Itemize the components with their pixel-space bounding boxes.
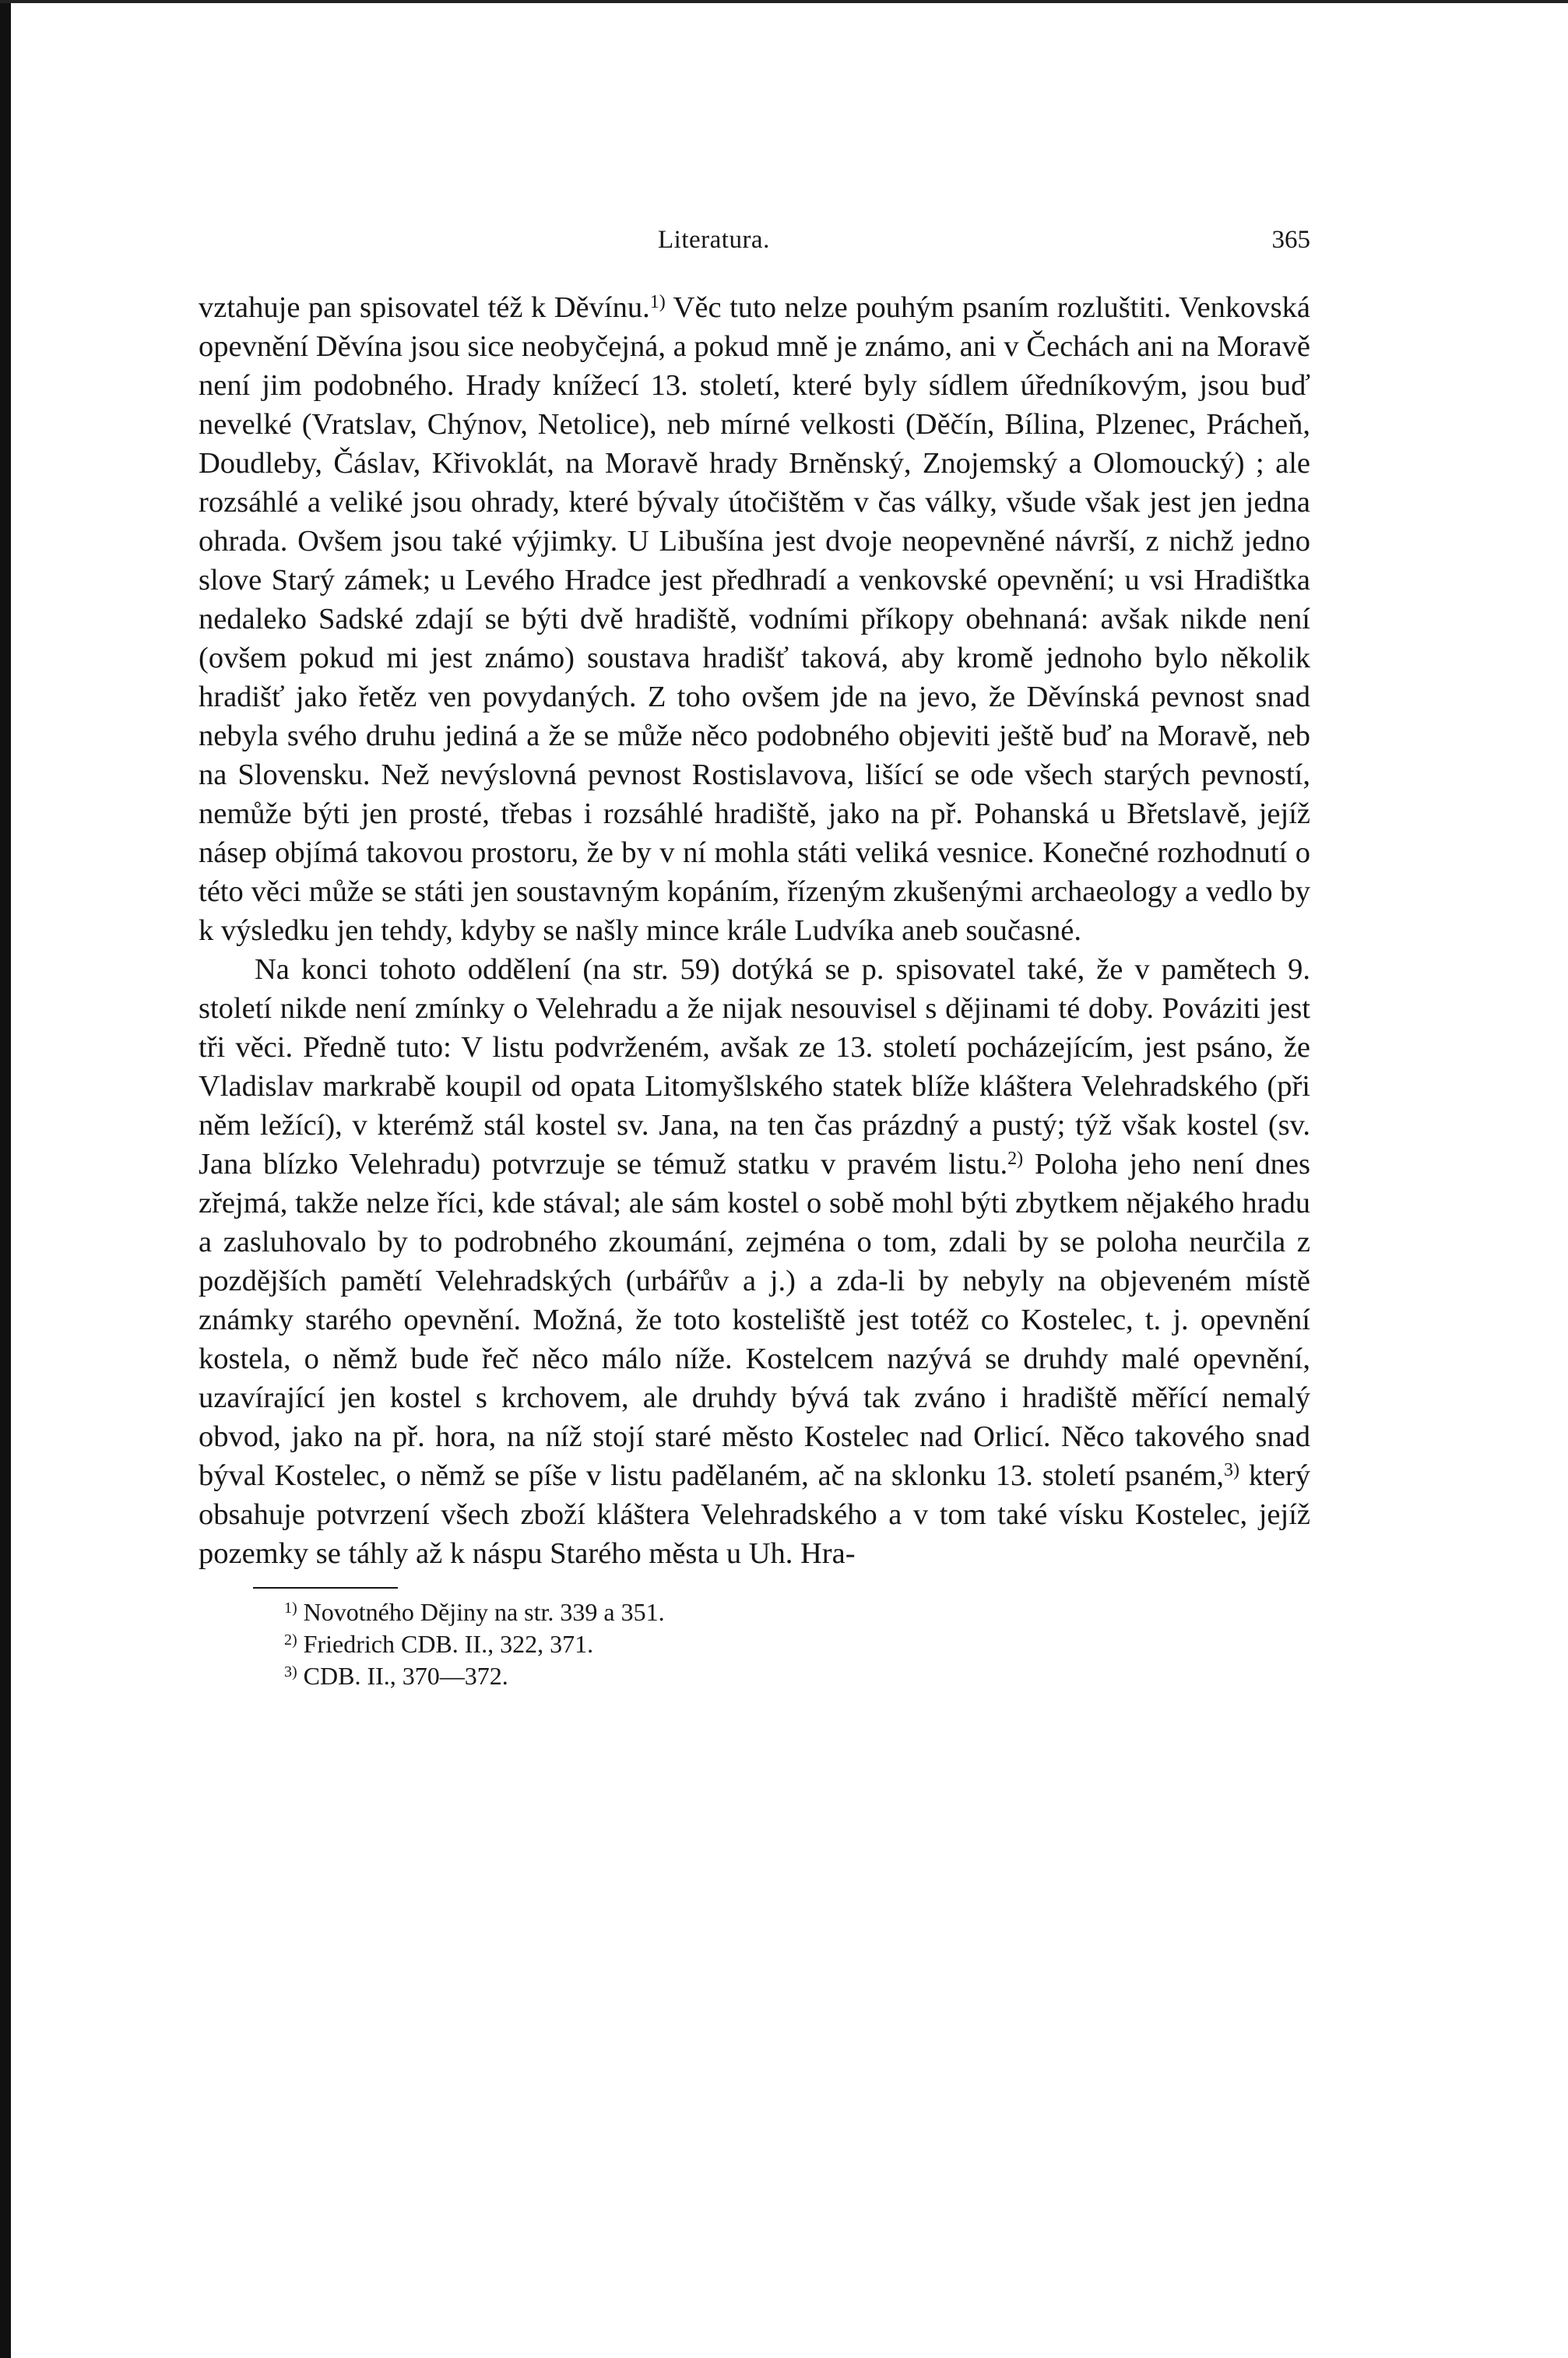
footnote-item <box>284 1596 1310 1628</box>
paragraph-1-text-b: Věc tuto nelze pouhým psaním rozluštiti. Venkovská opevnění Děvína jsou sice neobyčejná, a pokud mně je známo, ani v Čechách ani na Moravě není jim podobného. Hrady knížecí 13. století, které byly sídlem úředníkovým, jsou buď nevelké (Vratslav, Chýnov, Netolice), neb mírné velkosti (Děčín, Bílina, Plzenec, Prácheň, Doudleby, Čáslav, Křivoklát, na Moravě hrady Brněnský, Znojemský a Olomoucký) ; ale rozsáhlé a veliké jsou ohrady, které bývaly útočištěm v čas války, všude však jest jen jedna ohrada. Ovšem jsou také výjimky. U Libušína jest dvoje neopevněné návrší, z nichž jedno slove Starý zámek; u Levého Hradce jest předhradí a venkovské opevnění; u vsi Hradištka nedaleko Sadské zdají se býti dvě hradiště, vodními příkopy obehnaná: avšak nikde není (ovšem pokud mi jest známo) soustava hradišť taková, aby kromě jednoho bylo několik hradišť jako řetěz ven povydaných. Z toho ovšem jde na jevo, že Děvínská pevnost snad nebyla svého druhu jediná a že se může něco podobného objeviti ještě buď na Moravě, neb na Slovensku. Než nevýslovná pevnost Rostislavova, lišící se ode všech starých pevností, nemůže býti jen prosté, třebas i rozsáhlé hradiště, jako na př. Pohanská u Břetslavě, jejíž násep objímá takovou prostoru, že by v ní mohla státi veliká vesnice. Konečné rozhodnutí o této věci může se státi jen soustavným kopáním, řízeným zkušenými archaeology a vedlo by k výsledku jen tehdy, kdyby se našly mince krále Ludvíka aneb současné. <box>199 291 1310 947</box>
footnote-text: Friedrich CDB. II., 322, 371. <box>303 1630 594 1658</box>
footnote-mark: 3) <box>284 1663 297 1681</box>
paragraph-1 <box>199 288 1310 950</box>
paragraph-2-text-a: Na konci tohoto oddělení (na str. 59) dotýká se p. spisovatel také, že v pamětech 9. století nikde není zmínky o Velehradu a že nijak nesouvisel s dějinami té doby. Pováziti jest tři věci. Předně tuto: V listu podvrženém, avšak ze 13. století pocházejícím, jest psáno, že Vladislav markrabě koupil od opata Litomyšlského statek blíže kláštera Velehradského (při něm ležící), v kterémž stál kostel sv. Jana, na ten čas prázdný a pustý; týž však kostel (sv. Jana blízko Velehradu) potvrzuje se témuž statku v pravém listu. <box>199 953 1310 1181</box>
page-header <box>199 218 1310 265</box>
footnote-text: Novotného Dějiny na str. 339 a 351. <box>303 1598 665 1626</box>
footnote-divider <box>253 1587 398 1589</box>
paragraph-2-text-c: který obsahuje potvrzení všech zboží kláštera Velehradského a v tom také vísku Kostelec, jejíž pozemky se táhly až k náspu Starého města u Uh. Hra- <box>199 1459 1310 1570</box>
footnote-ref-2: 2) <box>1007 1149 1024 1169</box>
footnote-item <box>284 1660 1310 1692</box>
running-title: Literatura. <box>658 226 770 254</box>
footnote-item <box>284 1628 1310 1660</box>
paragraph-2-text-b: Poloha jeho není dnes zřejmá, takže nelze říci, kde stával; ale sám kostel o sobě mohl býti zbytkem nějakého hradu a zasluhovalo by to podrobného zkoumání, zejména o tom, zdali by se poloha neurčila z pozdějších pamětí Velehradských (urbářův a j.) a zda-li by nebyly na objeveném místě známky starého opevnění. Možná, že toto kosteliště jest totéž co Kostelec, t. j. opevnění kostela, o němž bude řeč něco málo níže. Kostelcem nazývá se druhdy malé opevnění, uzavírající jen kostel s krchovem, ale druhdy bývá tak zváno i hradiště měřící nemalý obvod, jako na př. hora, na níž stojí staré město Kostelec nad Orlicí. Něco takového snad býval Kostelec, o němž se píše v listu padělaném, ač na sklonku 13. století psaném, <box>199 1148 1310 1492</box>
footnote-ref-1: 1) <box>649 292 666 312</box>
main-text <box>199 288 1310 1573</box>
footnote-mark: 2) <box>284 1631 297 1649</box>
page-number: 365 <box>1271 226 1310 254</box>
book-page <box>199 218 1310 1692</box>
footnote-text: CDB. II., 370—372. <box>303 1662 508 1690</box>
scan-border-top <box>0 0 1568 3</box>
paragraph-2 <box>199 950 1310 1573</box>
scan-border-left <box>0 0 11 2358</box>
footnote-ref-3: 3) <box>1223 1460 1239 1480</box>
paragraph-1-text-a: vztahuje pan spisovatel též k Děvínu. <box>199 291 650 324</box>
footnote-mark: 1) <box>284 1600 297 1617</box>
footnotes <box>284 1596 1310 1692</box>
